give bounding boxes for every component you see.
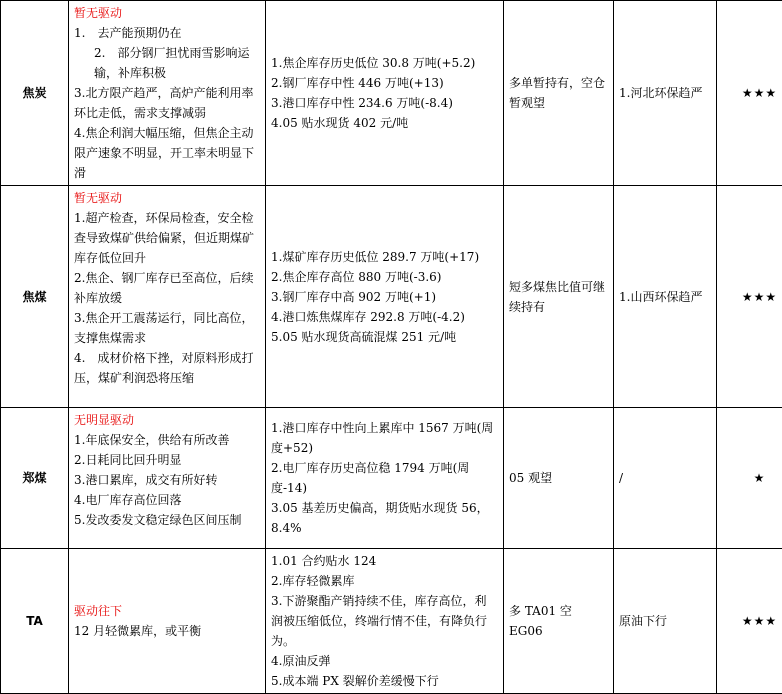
star-icon: ★ bbox=[754, 471, 766, 485]
risk-cell: / bbox=[614, 408, 717, 549]
data-cell bbox=[266, 1, 504, 186]
logic-item: 3.焦企开工震荡运行，同比高位，支撑焦煤需求 bbox=[74, 308, 260, 348]
data-item: 3.钢厂库存中高 902 万吨(+1) bbox=[271, 287, 498, 307]
logic-item: 2.焦企、钢厂库存已至高位，后续补库放缓 bbox=[74, 268, 260, 308]
table-row bbox=[1, 549, 782, 694]
data-item: 2.电厂库存历史高位稳 1794 万吨(周度-14) bbox=[271, 458, 498, 498]
driver-label: 暂无驱动 bbox=[74, 188, 260, 208]
risk-cell: 1.河北环保趋严 bbox=[614, 1, 717, 186]
table-row bbox=[1, 186, 782, 408]
logic-item: 3.北方限产趋严，高炉产能利用率环比走低，需求支撑减弱 bbox=[74, 83, 260, 123]
logic-item: 4. 成材价格下挫，对原料形成打压，煤矿利润恐将压缩 bbox=[74, 348, 260, 388]
strategy-cell: 多 TA01 空 EG06 bbox=[504, 549, 614, 694]
data-item: 5.成本端 PX 裂解价差缓慢下行 bbox=[271, 671, 498, 691]
data-item: 1.煤矿库存历史低位 289.7 万吨(+17) bbox=[271, 247, 498, 267]
risk-cell: 原油下行 bbox=[614, 549, 717, 694]
rating-stars bbox=[717, 549, 782, 694]
logic-cell bbox=[69, 549, 266, 694]
data-item: 3.05 基差历史偏高，期货贴水现货 56，8.4% bbox=[271, 498, 498, 538]
logic-item: 4.焦企利润大幅压缩，但焦企主动限产速象不明显，开工率未明显下滑 bbox=[74, 123, 260, 183]
rating-stars bbox=[717, 408, 782, 549]
table-row bbox=[1, 408, 782, 549]
data-item: 2.焦企库存高位 880 万吨(-3.6) bbox=[271, 267, 498, 287]
data-item: 1.焦企库存历史低位 30.8 万吨(+5.2) bbox=[271, 53, 498, 73]
driver-label: 无明显驱动 bbox=[74, 410, 260, 430]
commodity-name: TA bbox=[1, 549, 69, 694]
commodity-name: 郑煤 bbox=[1, 408, 69, 549]
logic-item: 5.发改委发文稳定绿色区间压制 bbox=[74, 510, 260, 530]
data-item: 3.下游聚酯产销持续不佳，库存高位，利润被压缩低位，终端行情不佳，有降负行为。 bbox=[271, 591, 498, 651]
data-item: 5.05 贴水现货高硫混煤 251 元/吨 bbox=[271, 327, 498, 347]
data-item: 3.港口库存中性 234.6 万吨(-8.4) bbox=[271, 93, 498, 113]
logic-item: 12 月轻微累库，或平衡 bbox=[74, 621, 260, 641]
commodity-name: 焦炭 bbox=[1, 1, 69, 186]
data-cell bbox=[266, 408, 504, 549]
risk-cell: 1.山西环保趋严 bbox=[614, 186, 717, 408]
logic-cell bbox=[69, 1, 266, 186]
logic-cell bbox=[69, 186, 266, 408]
data-item: 2.钢厂库存中性 446 万吨(+13) bbox=[271, 73, 498, 93]
logic-item: 1. 去产能预期仍在 bbox=[74, 23, 260, 43]
data-item: 1.01 合约贴水 124 bbox=[271, 551, 498, 571]
logic-item: 4.电厂库存高位回落 bbox=[74, 490, 260, 510]
data-item: 4.原油反弹 bbox=[271, 651, 498, 671]
logic-item: 3.港口累库，成交有所好转 bbox=[74, 470, 260, 490]
data-cell bbox=[266, 549, 504, 694]
commodity-name: 焦煤 bbox=[1, 186, 69, 408]
star-icon: ★★★ bbox=[742, 614, 777, 628]
star-icon: ★★★ bbox=[742, 86, 777, 100]
strategy-cell: 05 观望 bbox=[504, 408, 614, 549]
strategy-cell: 短多煤焦比值可继续持有 bbox=[504, 186, 614, 408]
logic-item: 2. 部分钢厂担忧雨雪影响运输，补库积极 bbox=[74, 43, 260, 83]
logic-cell bbox=[69, 408, 266, 549]
driver-label: 暂无驱动 bbox=[74, 3, 260, 23]
logic-item: 2.日耗同比回升明显 bbox=[74, 450, 260, 470]
data-item: 1.港口库存中性向上累库中 1567 万吨(周度+52) bbox=[271, 418, 498, 458]
strategy-cell: 多单暂持有，空仓暂观望 bbox=[504, 1, 614, 186]
rating-stars bbox=[717, 1, 782, 186]
data-item: 2.库存轻微累库 bbox=[271, 571, 498, 591]
rating-stars bbox=[717, 186, 782, 408]
logic-item: 1.年底保安全，供给有所改善 bbox=[74, 430, 260, 450]
star-icon: ★★★ bbox=[742, 290, 777, 304]
table-row bbox=[1, 1, 782, 186]
data-item: 4.05 贴水现货 402 元/吨 bbox=[271, 113, 498, 133]
driver-label: 驱动往下 bbox=[74, 601, 260, 621]
logic-item: 1.超产检查，环保局检查，安全检查导致煤矿供给偏紧，但近期煤矿库存低位回升 bbox=[74, 208, 260, 268]
data-item: 4.港口炼焦煤库存 292.8 万吨(-4.2) bbox=[271, 307, 498, 327]
data-cell bbox=[266, 186, 504, 408]
